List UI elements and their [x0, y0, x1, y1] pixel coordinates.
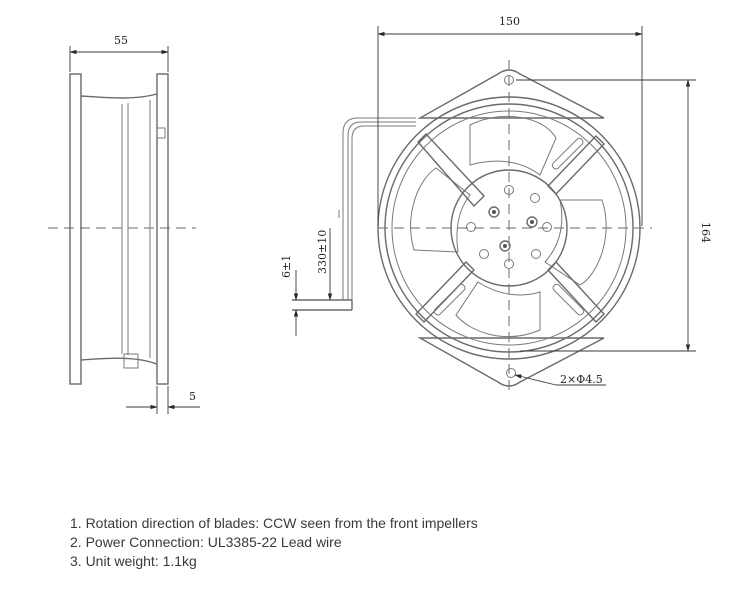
dim-mount-holes [515, 373, 606, 386]
notes-list [70, 514, 478, 571]
dim-strip-length-label: 6±1 [280, 254, 293, 278]
dim-mount-holes-label: 2×Φ4.5 [560, 373, 603, 386]
note-unit-weight: 3. Unit weight: 1.1kg [70, 553, 197, 569]
dim-side-width-label: 55 [114, 34, 128, 47]
dim-overall-width-label: 150 [499, 15, 520, 28]
dim-frame-thickness-label: 5 [189, 390, 196, 403]
dim-lead-length-label: 330±10 [316, 229, 329, 274]
side-view [48, 74, 196, 384]
dim-lead-length [316, 228, 330, 300]
dim-frame-thickness [126, 386, 200, 414]
front-view [292, 60, 652, 390]
note-rotation: 1. Rotation direction of blades: CCW seen from the front impellers [70, 515, 478, 531]
note-power-connection: 2. Power Connection: UL3385-22 Lead wire [70, 534, 342, 550]
dim-strip-length [280, 255, 296, 336]
dim-overall-height [516, 80, 712, 351]
dim-overall-height-label: 164 [699, 222, 712, 243]
dim-side-width [70, 34, 168, 72]
